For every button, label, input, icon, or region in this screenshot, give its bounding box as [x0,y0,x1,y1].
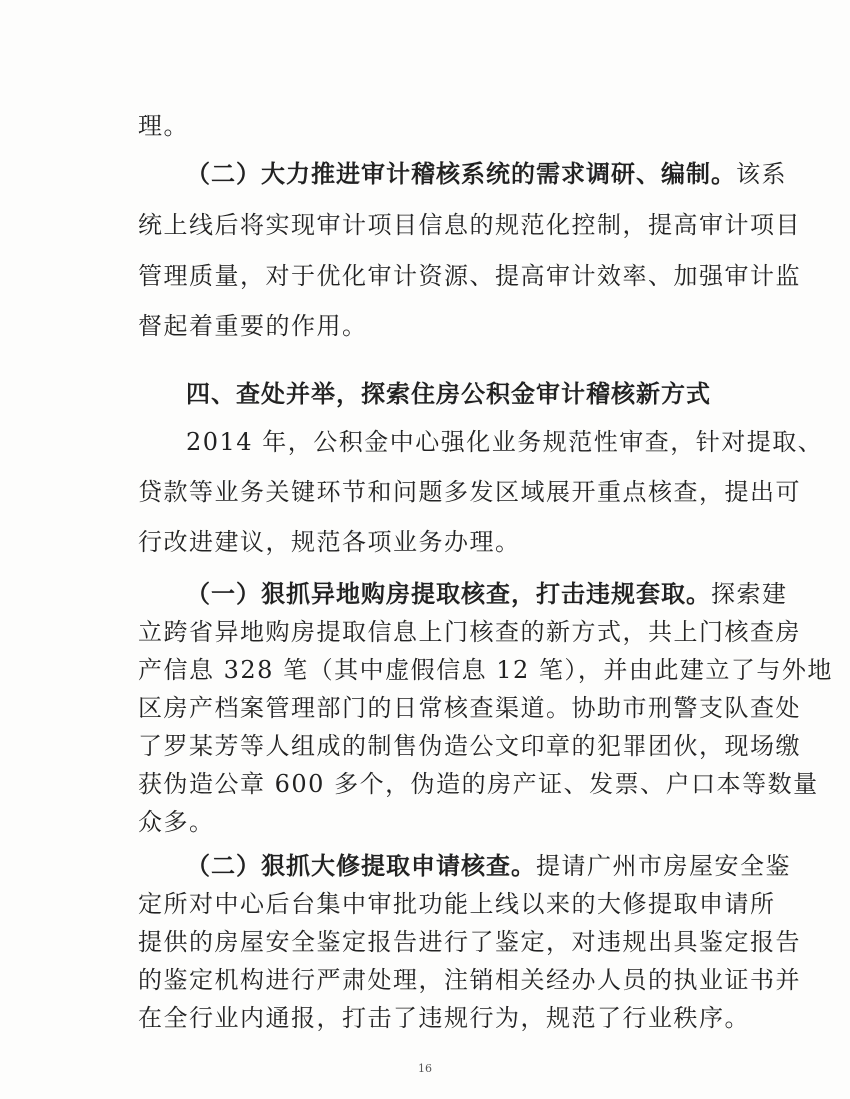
paragraph-10-first-line [186,579,788,608]
text-line-1: 理。 [138,112,189,140]
paragraph-2-heading: （二）大力推进审计稽核系统的需求调研、编制。 [186,159,736,188]
text-line-15: 获伪造公章 600 多个，伪造的房产证、发票、户口本等数量 [138,770,819,798]
text-line-8: 贷款等业务关键环节和问题多发区域展开重点核查，提出可 [138,478,801,506]
text-line-18: 定所对中心后台集中审批功能上线以来的大修提取申请所 [138,890,776,918]
text-line-11: 立跨省异地购房提取信息上门核查的新方式，共上门核查房 [138,618,801,646]
paragraph-10-heading: （一）狠抓异地购房提取核查，打击违规套取。 [186,579,711,608]
paragraph-10-text: 探索建 [711,580,788,608]
text-line-21: 在全行业内通报，打击了违规行为，规范了行业秩序。 [138,1004,750,1032]
text-line-13: 区房产档案管理部门的日常核查渠道。协助市刑警支队查处 [138,694,801,722]
text-line-3: 统上线后将实现审计项目信息的规范化控制，提高审计项目 [138,211,801,239]
text-line-7: 2014 年，公积金中心强化业务规范性审查，针对提取、 [186,428,824,456]
page-number: 16 [418,1062,432,1075]
text-line-9: 行改进建议，规范各项业务办理。 [138,528,521,556]
text-line-4: 管理质量，对于优化审计资源、提高审计效率、加强审计监 [138,262,801,290]
paragraph-17-text: 提请广州市房屋安全鉴 [536,852,791,880]
paragraph-17-heading: （二）狠抓大修提取申请核查。 [186,851,536,880]
text-line-20: 的鉴定机构进行严肃处理，注销相关经办人员的执业证书并 [138,966,801,994]
paragraph-17-first-line [186,851,791,880]
text-line-14: 了罗某芳等人组成的制售伪造公文印章的犯罪团伙，现场缴 [138,732,801,760]
text-line-12: 产信息 328 笔（其中虚假信息 12 笔），并由此建立了与外地 [138,656,833,684]
text-line-19: 提供的房屋安全鉴定报告进行了鉴定，对违规出具鉴定报告 [138,928,801,956]
text-line-5: 督起着重要的作用。 [138,312,368,340]
paragraph-2-text: 该系 [736,160,787,188]
text-line-16: 众多。 [138,808,215,836]
paragraph-2-first-line [186,159,787,188]
section-heading: 四、查处并举，探索住房公积金审计稽核新方式 [186,379,711,408]
